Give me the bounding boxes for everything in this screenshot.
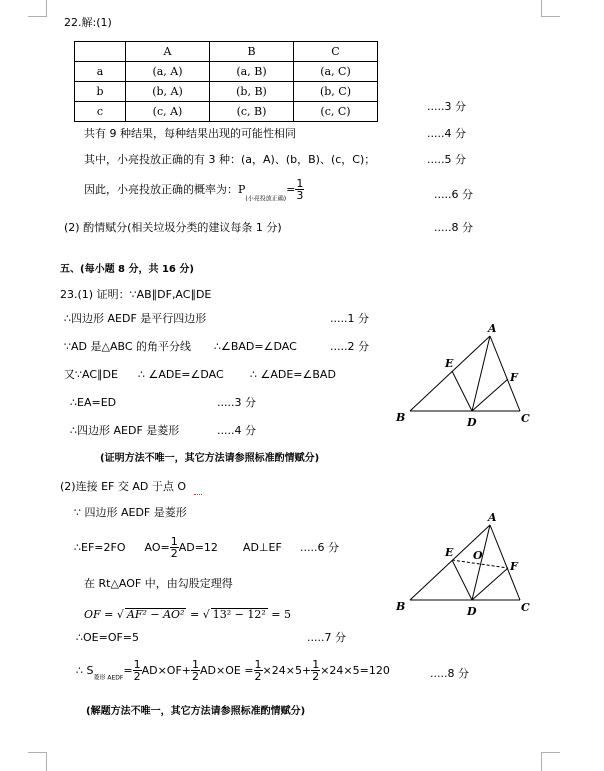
spell-check-squiggle <box>194 490 202 495</box>
fraction-denominator: 2 <box>133 670 141 683</box>
segment-df <box>472 568 508 600</box>
q22-score-4: .....4 分 <box>427 127 466 140</box>
q23-line-given: 23.(1) 证明：∵AB∥DF,AC∥DE <box>60 288 212 301</box>
probability-prefix: 因此，小亮投放正确的概率为： <box>84 183 238 196</box>
table-header-cell: C <box>294 42 378 62</box>
point-label-o: O <box>473 549 483 562</box>
table-cell: (b, C) <box>294 82 378 102</box>
q23-score-2: .....2 分 <box>330 340 369 353</box>
outcome-table <box>74 41 378 122</box>
corner-mark-bottom-left <box>28 752 47 771</box>
table-row <box>75 82 378 102</box>
vertex-label-e: E <box>445 546 454 559</box>
half-fraction <box>191 659 200 682</box>
table-row <box>75 62 378 82</box>
corner-mark-bottom-right <box>541 752 560 771</box>
vertex-label-c: C <box>521 412 530 425</box>
fraction-denominator: 2 <box>254 670 262 683</box>
table-cell: (b, B) <box>210 82 294 102</box>
q22-score-8: .....8 分 <box>434 221 473 234</box>
table-cell: c <box>75 102 126 122</box>
table-cell: b <box>75 82 126 102</box>
q23-part2-pythagoras: 在 Rt△AOF 中，由勾股定理得 <box>84 577 233 590</box>
fraction-numerator: 1 <box>296 177 304 190</box>
vertex-label-d: D <box>467 605 477 618</box>
q23-note-1: (证明方法不唯一，其它方法请参照标准酌情赋分) <box>100 453 320 464</box>
q23-part2-relations <box>74 536 282 559</box>
q22-line-correct-outcomes: 其中，小亮投放正确的有 3 种：(a，A)、(b，B)、(c，C)； <box>84 153 376 166</box>
probability-equals: = <box>286 183 296 196</box>
q23-score-3: .....3 分 <box>217 396 256 409</box>
area-subscript: 菱形 AEDF <box>93 674 124 682</box>
segment-ad <box>472 336 490 411</box>
sqrt-af-ao: AF² − AO² <box>126 608 185 621</box>
vertex-label-b: B <box>396 411 406 424</box>
q23-part2-oe-of: ∴OE=OF=5 <box>76 631 140 644</box>
sqrt-13-12: 13² − 12² <box>212 608 266 621</box>
relation-ef: ∴EF=2FO <box>74 541 126 554</box>
q23-line-bisector: ∵AD 是△ABC 的角平分线 <box>64 340 192 353</box>
q23-score-6: .....6 分 <box>300 541 339 554</box>
fraction-numerator: 1 <box>312 658 320 671</box>
q23-line-rhombus: ∴四边形 AEDF 是菱形 <box>70 424 180 437</box>
of-lhs: OF = <box>84 608 117 621</box>
table-header-cell: A <box>126 42 210 62</box>
figure-1-rhombus-diagram <box>390 318 540 436</box>
half-fraction <box>133 659 142 682</box>
segment-ad <box>472 525 490 600</box>
table-row <box>75 102 378 122</box>
vertex-label-b: B <box>396 600 406 613</box>
q22-header: 22.解:(1) <box>64 16 112 29</box>
table-cell: (a, B) <box>210 62 294 82</box>
area-term1: ×24×5+ <box>262 664 312 677</box>
table-cell: (c, C) <box>294 102 378 122</box>
area-result: ×24×5=120 <box>320 664 390 677</box>
corner-mark-top-right <box>541 0 560 17</box>
fraction-denominator: 2 <box>170 547 178 560</box>
table-header-cell: B <box>210 42 294 62</box>
relation-perpendicular: AD⊥EF <box>242 541 282 554</box>
relation-ao: AO= <box>144 541 170 554</box>
q23-score-8: .....8 分 <box>430 667 469 680</box>
vertex-label-f: F <box>510 371 518 384</box>
segment-ab <box>410 336 490 411</box>
q22-line-total-outcomes: 共有 9 种结果，每种结果出现的可能性相同 <box>84 127 296 140</box>
table-header-row <box>75 42 378 62</box>
area-eq: = <box>123 664 133 677</box>
fraction-numerator: 1 <box>192 658 199 671</box>
q23-line-ea-ed: ∴EA=ED <box>70 396 117 409</box>
q23-part2-connect: (2)连接 EF 交 AD 于点 O <box>60 480 186 493</box>
q23-part2-rhombus: ∵ 四边形 AEDF 是菱形 <box>74 506 187 519</box>
q22-score-5: .....5 分 <box>427 153 466 166</box>
table-header-cell <box>75 42 126 62</box>
q23-note-2: (解题方法不唯一，其它方法请参照标准酌情赋分) <box>86 706 306 717</box>
segment-ed <box>452 371 472 411</box>
q23-line-parallelogram: ∴四边形 AEDF 是平行四边形 <box>64 312 207 325</box>
segment-ab <box>410 525 490 600</box>
fraction-numerator: 1 <box>170 535 178 548</box>
fraction-denominator: 2 <box>192 670 199 683</box>
q23-line-ade-bad: ∴ ∠ADE=∠BAD <box>250 368 336 381</box>
q23-part2-of-equation: OF = √ AF² − AO² = √ 13² − 12² = 5 <box>84 608 291 621</box>
vertex-label-c: C <box>521 601 530 614</box>
table-cell: a <box>75 62 126 82</box>
q23-score-4: .....4 分 <box>217 424 256 437</box>
probability-symbol: P <box>238 183 246 196</box>
vertex-label-f: F <box>510 560 518 573</box>
table-cell: (a, C) <box>294 62 378 82</box>
q23-line-ac-parallel: 又∵AC∥DE <box>64 368 118 381</box>
q22-score-6: .....6 分 <box>434 188 473 201</box>
figure-2-rhombus-diagram <box>390 505 540 623</box>
q23-score-7: .....7 分 <box>307 631 346 644</box>
segment-df <box>472 379 508 411</box>
area-ad-of: AD×OF+ <box>141 664 191 677</box>
q23-score-1: .....1 分 <box>330 312 369 325</box>
area-s: ∴ S <box>76 664 94 677</box>
half-fraction <box>311 659 320 682</box>
q23-line-angle-equal: ∴∠BAD=∠DAC <box>214 340 297 353</box>
q22-probability-line <box>84 178 304 203</box>
table-cell: (a, A) <box>126 62 210 82</box>
q22-part-2: (2) 酌情赋分(相关垃圾分类的建议每条 1 分) <box>64 221 282 234</box>
fraction-denominator: 2 <box>312 670 320 683</box>
q22-score-3: .....3 分 <box>427 100 466 113</box>
of-result: = 5 <box>267 608 291 621</box>
fraction-numerator: 1 <box>254 658 262 671</box>
corner-mark-top-left <box>28 0 47 17</box>
half-fraction <box>254 659 263 682</box>
fraction-denominator: 3 <box>296 189 304 202</box>
probability-fraction <box>295 178 304 201</box>
vertex-label-d: D <box>467 416 477 429</box>
of-eq: = <box>186 608 203 621</box>
table-cell: (c, A) <box>126 102 210 122</box>
section-five-title: 五、(每小题 8 分，共 16 分) <box>60 264 194 275</box>
half-fraction <box>170 536 179 559</box>
q23-area-line <box>76 659 390 682</box>
area-ad-oe: AD×OE = <box>200 664 254 677</box>
relation-ad: AD=12 <box>178 541 218 554</box>
vertex-label-a: A <box>488 322 497 335</box>
fraction-numerator: 1 <box>133 658 141 671</box>
vertex-label-e: E <box>445 357 454 370</box>
q23-line-ade-dac: ∴ ∠ADE=∠DAC <box>138 368 224 381</box>
table-cell: (b, A) <box>126 82 210 102</box>
probability-subscript: (小亮投放正确) <box>245 195 287 203</box>
vertex-label-a: A <box>488 511 497 524</box>
table-cell: (c, B) <box>210 102 294 122</box>
segment-ed <box>452 560 472 600</box>
